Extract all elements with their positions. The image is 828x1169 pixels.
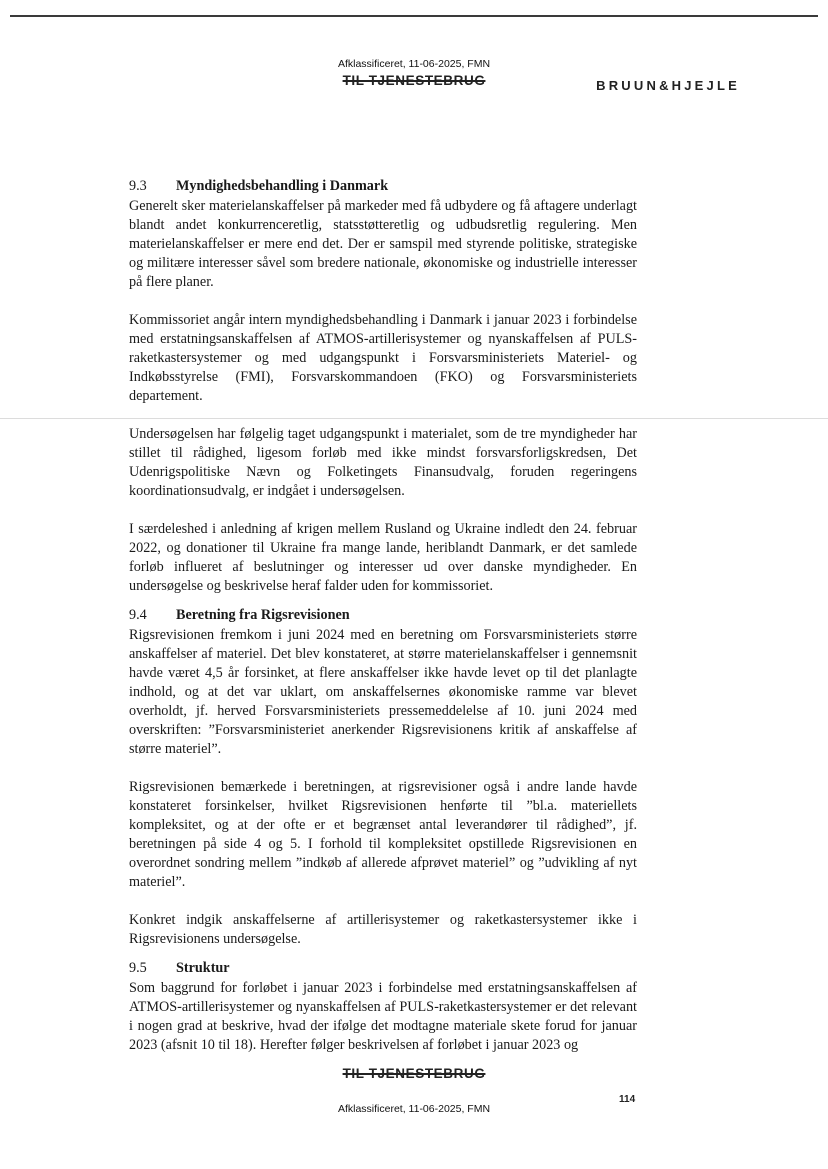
section-9-3 (129, 177, 637, 596)
brand-logo: BRUUN&HJEJLE (596, 78, 740, 93)
section-9-4 (129, 606, 637, 949)
section-9-5 (129, 959, 637, 1055)
section-title: Struktur (176, 960, 230, 976)
section-title: Beretning fra Rigsrevisionen (176, 607, 350, 623)
paragraph: Rigsrevisionen fremkom i juni 2024 med en beretning om Forsvarsministeriets større anskaffelser af materiel. Det blev konstateret, at større materielanskaffelser i gennemsnit havde været 4,5 år forsinket, at flere anskaffelser ikke havde levet op til det planlagte indhold, og at det var uklart, om anskaffelsernes økonomiske ramme var blevet overholdt, jf. herved Forsvarsministeriets pressemeddelelse af 10. juni 2024 med overskriften: ”Forsvarsministeriet anerkender Rigsrevisionens kritik af anskaffelse af større materiel”. (129, 627, 637, 757)
paragraph: Undersøgelsen har følgelig taget udgangspunkt i materialet, som de tre myndigheder har stillet til rådighed, ligesom forløb med ikke mindst forsvarsforligskredsen, Det Udenrigspolitiske Nævn og Folketingets Finansudvalg, foruden regeringens koordinationsudvalg, er indgået i undersøgelsen. (129, 426, 637, 499)
paragraph: Rigsrevisionen bemærkede i beretningen, at rigsrevisioner også i andre lande havde konstateret forsinkelser, hvilket Rigsrevisionen henførte til ”bl.a. materiellets kompleksitet, og at der ofte er et begrænset antal leverandører til rådighed”, jf. beretningen på side 4 og 5. I forhold til kompleksitet opstillede Rigsrevisionen en overordnet sondring mellem ”indkøb af allerede afprøvet materiel” og ”udvikling af nyt materiel”. (129, 779, 637, 890)
paragraph: I særdeleshed i anledning af krigen mellem Rusland og Ukraine indledt den 24. februar 2022, og donationer til Ukraine fra mange lande, heriblandt Danmark, er det samlede forløb influeret af beslutninger og interesser ud over danske myndigheder. En undersøgelse og beskrivelse heraf falder uden for kommissoriet. (129, 521, 637, 594)
paragraph: Generelt sker materielanskaffelser på markeder med få udbydere og få aftagere underlagt blandt andet konkurrenceretlig, statsstøtteretlig og udbudsretlig regulering. Men materielanskaffelser er mere end det. Der er samspil med styrende politiske, strategiske og militære interesser såvel som bredere nationale, økonomiske og industrielle interesser på flere planer. (129, 198, 637, 290)
classification-label-bottom: TIL TJENESTEBRUG (342, 1066, 486, 1081)
declassification-stamp-bottom: Afklassificeret, 11-06-2025, FMN (337, 1103, 491, 1115)
section-heading (129, 177, 637, 196)
paragraph: Konkret indgik anskaffelserne af artillerisystemer og raketkastersystemer ikke i Rigsrevisionens undersøgelse. (129, 912, 637, 947)
document-body (129, 177, 637, 1055)
section-number: 9.4 (129, 607, 147, 623)
classification-label-top: TIL TJENESTEBRUG (342, 73, 486, 88)
section-heading (129, 959, 637, 978)
paragraph: Kommissoriet angår intern myndighedsbehandling i Danmark i januar 2023 i forbindelse med erstatningsanskaffelsen af ATMOS-artillerisystemer og nyanskaffelsen af PULS-raketkastersystemer og med udgangspunkt i Forsvarsministeriets Materiel- og Indkøbsstyrelse (FMI), Forsvarskommandoen (FKO) og Forsvarsministeriets departement. (129, 312, 637, 404)
section-title: Myndighedsbehandling i Danmark (176, 178, 389, 194)
section-number: 9.3 (129, 178, 147, 194)
paragraph: Som baggrund for forløbet i januar 2023 i forbindelse med erstatningsanskaffelsen af ATMOS-artillerisystemer og nyanskaffelsen af PULS-raketkastersystemer er det relevant i nogen grad at beskrive, hvad der ifølge det modtagne materiale skete forud for januar 2023 (afsnit 10 til 18). Herefter følger beskrivelsen af forløbet i januar 2023 og (129, 980, 637, 1053)
section-number: 9.5 (129, 960, 147, 976)
section-heading (129, 606, 637, 625)
declassification-stamp-top: Afklassificeret, 11-06-2025, FMN (337, 58, 491, 70)
scan-top-border (10, 15, 818, 17)
page-number: 114 (619, 1094, 636, 1105)
